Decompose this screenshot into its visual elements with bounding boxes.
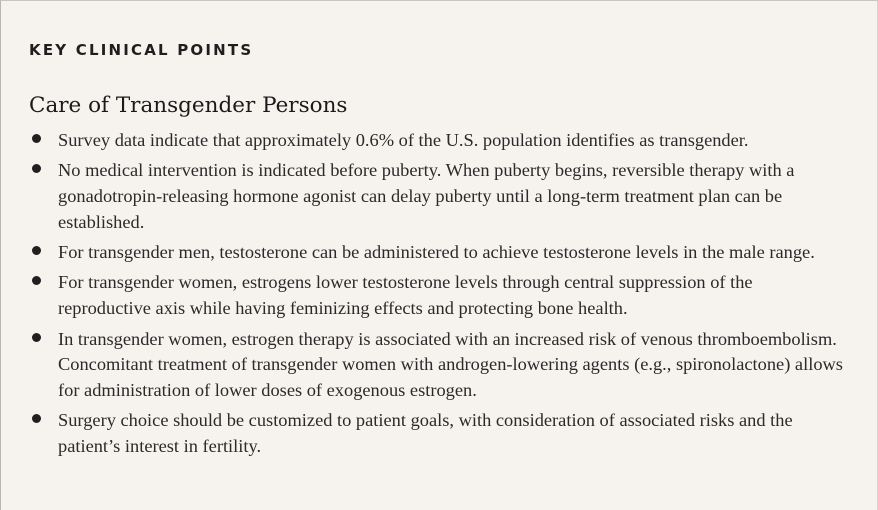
clinical-point-text: Surgery choice should be customized to patient goals, with consideration of associated risks and the patient’s interest in fertility. bbox=[58, 410, 793, 457]
clinical-point bbox=[29, 408, 849, 460]
clinical-point-text: For transgender women, estrogens lower testosterone levels through central suppression of the reproductive axis while having feminizing effects and protecting bone health. bbox=[58, 272, 753, 319]
bullet-icon bbox=[32, 164, 41, 173]
bullet-icon bbox=[32, 333, 41, 342]
clinical-point bbox=[29, 128, 849, 154]
clinical-point bbox=[29, 327, 849, 404]
clinical-point bbox=[29, 270, 849, 322]
panel-title: Care of Transgender Persons bbox=[29, 93, 348, 118]
clinical-point-text: For transgender men, testosterone can be administered to achieve testosterone levels in the male range. bbox=[58, 242, 815, 263]
clinical-point-text: Survey data indicate that approximately 0.6% of the U.S. population identifies as transgender. bbox=[58, 130, 749, 150]
bullet-icon bbox=[32, 134, 41, 143]
clinical-point bbox=[29, 240, 849, 266]
section-kicker: KEY CLINICAL POINTS bbox=[29, 41, 254, 59]
bullet-icon bbox=[32, 414, 41, 423]
bullet-icon bbox=[32, 276, 41, 285]
clinical-point-text: No medical intervention is indicated before puberty. When puberty begins, reversible therapy with a gonadotropin-releasing hormone agonist can delay puberty until a long-term treatment plan can be established. bbox=[58, 160, 795, 232]
clinical-point-text: In transgender women, estrogen therapy is associated with an increased risk of venous thromboembolism. Concomitant treatment of transgender women with androgen-lowering agents (e.g., spironolactone) allows for administration of lower doses of exogenous estrogen. bbox=[58, 328, 843, 401]
clinical-points-list bbox=[29, 128, 849, 465]
clinical-point bbox=[29, 158, 849, 235]
bullet-icon bbox=[32, 246, 41, 255]
